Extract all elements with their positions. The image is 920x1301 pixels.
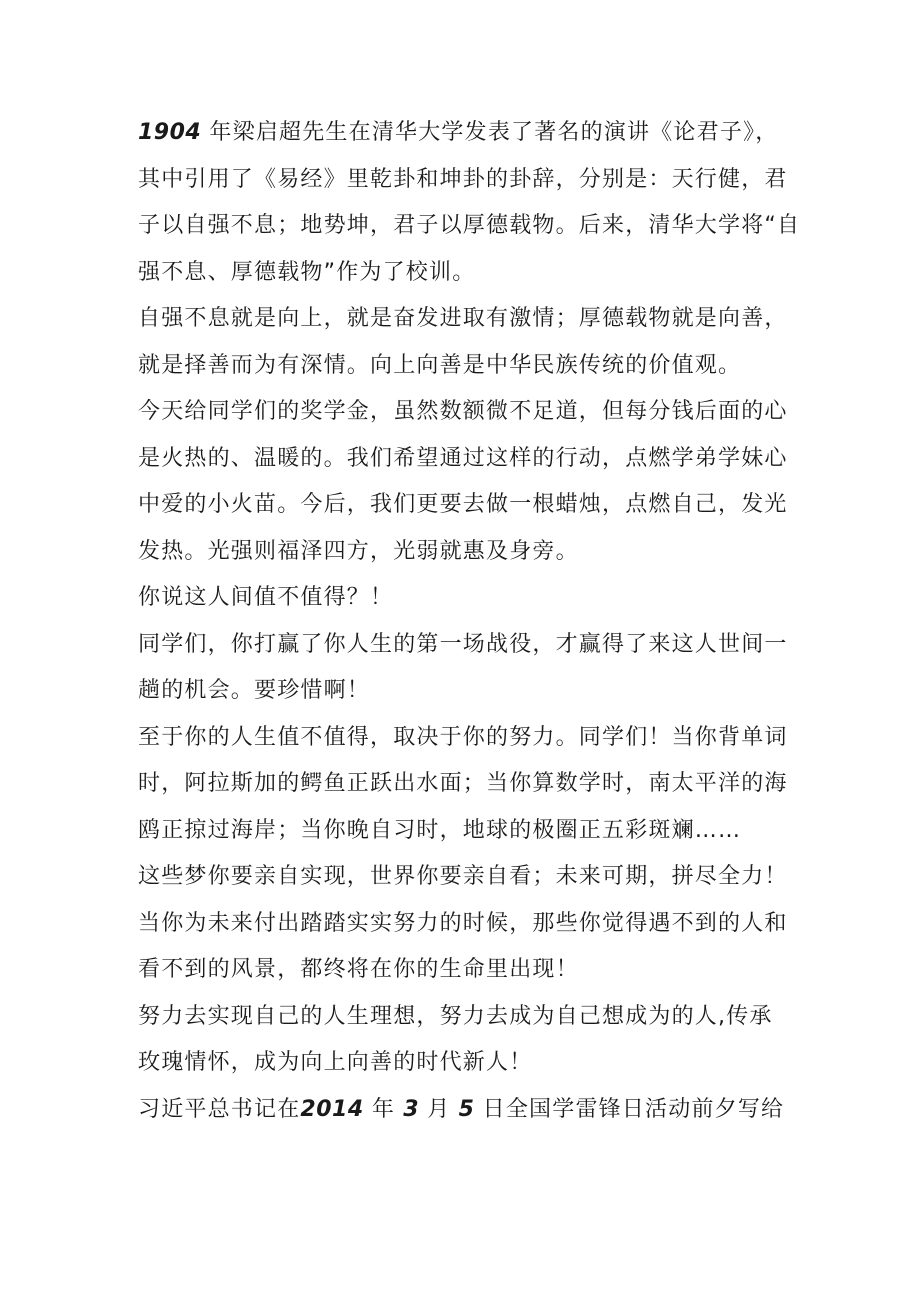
text-span: 年 (363, 1096, 404, 1122)
paragraph-future (138, 901, 810, 994)
text-span: 月 (419, 1096, 459, 1122)
paragraph-dreams (138, 854, 810, 901)
text-line: 至于你的人生值不值得，取决于你的努力。同学们！当你背单词 (138, 724, 788, 750)
text-span: 年梁启超先生在清华大学发表了著名的演讲《论君子》， (201, 120, 779, 145)
text-line (138, 1087, 810, 1134)
text-line: 时，阿拉斯加的鳄鱼正跃出水面；当你算数学时，南太平洋的海 (138, 771, 788, 796)
year-number: 1904 (138, 120, 202, 145)
text-line: 其中引用了《易经》里乾卦和坤卦的卦辞，分别是：天行健，君 (138, 166, 788, 192)
text-line: 自强不息就是向上，就是奋发进取有激情；厚德载物就是向善， (138, 306, 788, 331)
paragraph-ideals (138, 994, 810, 1087)
text-line: 这些梦你要亲自实现，世界你要亲自看；未来可期，拼尽全力！ (138, 864, 788, 889)
text-span: 日全国学雷锋日活动前夕写给 (474, 1096, 785, 1122)
document-body (138, 110, 810, 1133)
text-line: 玫瑰情怀，成为向上向善的时代新人！ (138, 1050, 533, 1075)
text-line: 今天给同学们的奖学金，虽然数额微不足道，但每分钱后面的心 (138, 399, 788, 424)
paragraph-liang-qichao-speech (138, 110, 810, 296)
text-line: 看不到的风景，都终将在你的生命里出现！ (138, 957, 579, 982)
day-number: 5 (458, 1096, 475, 1122)
text-line: 子以自强不息；地势坤，君子以厚德载物。后来，清华大学将“自 (138, 213, 801, 238)
text-line (138, 110, 810, 157)
text-line: 就是择善而为有深情。向上向善是中华民族传统的价值观。 (138, 352, 742, 378)
text-line: 同学们，你打赢了你人生的第一场战役，才赢得了来这人世间一 (138, 631, 788, 657)
text-line: 趟的机会。要珍惜啊！ (138, 678, 371, 703)
month-number: 3 (403, 1096, 420, 1122)
paragraph-scholarship (138, 389, 810, 575)
text-line: 中爱的小火苗。今后，我们更要去做一根蜡烛，点燃自己，发光 (138, 492, 788, 517)
text-line: 发热。光强则福泽四方，光弱就惠及身旁。 (138, 538, 579, 564)
paragraph-first-battle (138, 622, 810, 715)
text-line: 强不息、厚德载物”作为了校训。 (138, 259, 476, 285)
text-line: 是火热的、温暖的。我们希望通过这样的行动，点燃学弟学妹心 (138, 445, 788, 471)
text-line: 鸥正掠过海岸；当你晚自习时，地球的极圈正五彩斑斓…… (138, 817, 742, 843)
text-line: 努力去实现自己的人生理想，努力去成为自己想成为的人,传承 (138, 1003, 773, 1029)
text-span: 习近平总书记在 (138, 1096, 301, 1122)
paragraph-effort (138, 715, 810, 855)
paragraph-upward-goodness (138, 296, 810, 389)
paragraph-xi-letter (138, 1087, 810, 1134)
text-line: 当你为未来付出踏踏实实努力的时候，那些你觉得遇不到的人和 (138, 910, 788, 936)
year-number: 2014 (300, 1096, 364, 1122)
text-line: 你说这人间值不值得？！ (138, 585, 394, 610)
paragraph-question (138, 575, 810, 622)
